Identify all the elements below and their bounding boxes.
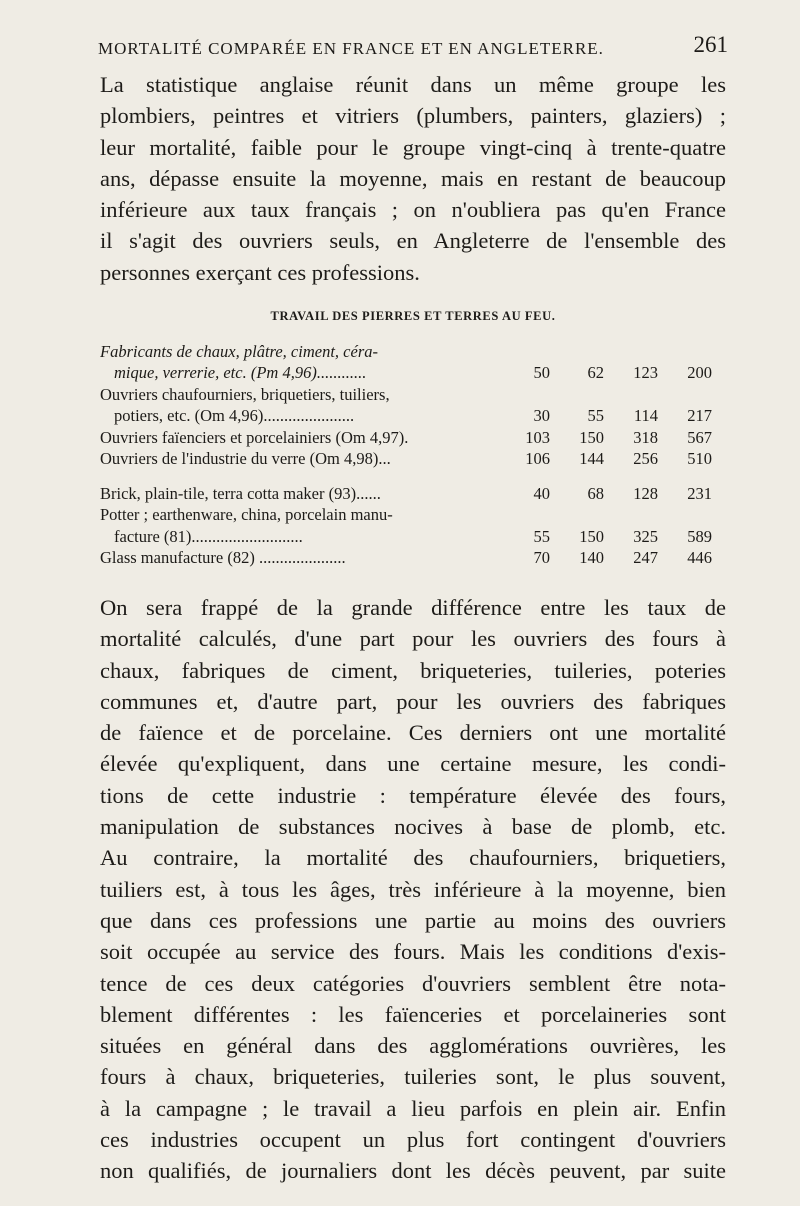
- row-label: Ouvriers chaufourniers, briquetiers, tuiliers,: [100, 384, 390, 404]
- text-line: tence de ces deux catégories d'ouvriers semblent être nota-: [100, 970, 726, 996]
- row-value: 247: [633, 548, 658, 567]
- row-value: 150: [579, 526, 604, 546]
- row-value: 325: [633, 526, 658, 546]
- text-line: élevée qu'expliquent, dans une certaine mesure, les condi-: [100, 751, 726, 777]
- row-value: 114: [633, 406, 658, 425]
- text-line: leur mortalité, faible pour le groupe vingt-cinq à trente-quatre: [100, 134, 726, 160]
- row-value: 200: [687, 363, 712, 382]
- row-value: [604, 383, 658, 405]
- row-value: [511, 504, 550, 526]
- row-label: Brick, plain-tile, terra cotta maker (93)......: [100, 483, 381, 503]
- text-line: ans, dépasse ensuite la moyenne, mais en restant de beaucoup: [100, 165, 726, 191]
- row-label: facture (81)...........................: [114, 526, 303, 546]
- row-label: Fabricants de chaux, plâtre, ciment, céra-: [100, 341, 378, 361]
- row-value: [658, 504, 712, 526]
- row-value: 140: [579, 548, 604, 567]
- text-line: manipulation de substances nocives à base de plomb, etc.: [100, 814, 726, 840]
- row-label: Glass manufacture (82) .....................: [100, 548, 346, 567]
- row-label: Ouvriers faïenciers et porcelainiers (Om 4,97).: [100, 427, 409, 447]
- row-value: 318: [633, 427, 658, 447]
- row-value: [550, 340, 604, 362]
- row-value: 103: [525, 427, 550, 447]
- text-line: il s'agit des ouvriers seuls, en Angleterre de l'ensemble des: [100, 228, 726, 254]
- text-line: blement différentes : les faïenceries et porcelaineries sont: [100, 1001, 726, 1027]
- table-row: [100, 525, 712, 547]
- row-value: [658, 383, 712, 405]
- row-value: 55: [533, 526, 550, 546]
- row-value: 510: [687, 449, 712, 468]
- paragraph-plombiers: [100, 69, 726, 288]
- text-line: ces industries occupent un plus fort contingent d'ouvriers: [100, 1127, 726, 1153]
- text-line: soit occupée au service des fours. Mais les conditions d'exis-: [100, 939, 726, 965]
- row-value: 40: [533, 483, 550, 503]
- row-value: [511, 340, 550, 362]
- row-value: [604, 340, 658, 362]
- row-value: 50: [533, 363, 550, 382]
- row-label: Potter ; earthenware, china, porcelain manu-: [100, 505, 393, 524]
- table-separator: [100, 469, 712, 482]
- text-line: tions de cette industrie : température élevée des fours,: [100, 782, 726, 808]
- text-line: communes et, d'autre part, pour les ouvriers des fabriques: [100, 688, 726, 714]
- row-value: 106: [525, 449, 550, 468]
- text-line: On sera frappé de la grande différence entre les taux de: [100, 595, 726, 620]
- row-value: 446: [687, 548, 712, 567]
- text-line: situées en général dans des agglomérations ouvrières, les: [100, 1033, 726, 1059]
- text-line: de faïence et de porcelaine. Ces derniers ont une mortalité: [100, 720, 726, 746]
- table-row: [100, 340, 712, 362]
- row-value: 30: [533, 406, 550, 425]
- text-line: La statistique anglaise réunit dans un même groupe les: [100, 72, 726, 97]
- separator-cell: [100, 469, 712, 482]
- table-row: [100, 482, 712, 504]
- row-value: 150: [579, 427, 604, 447]
- row-value: [550, 383, 604, 405]
- row-value: 123: [633, 363, 658, 382]
- running-header: [98, 32, 728, 60]
- row-value: 144: [579, 449, 604, 468]
- text-line: à la campagne ; le travail a lieu parfois en plein air. Enfin: [100, 1095, 726, 1121]
- table-row: [100, 405, 712, 427]
- row-value: 231: [687, 483, 712, 503]
- text-line: non qualifiés, de journaliers dont les décès peuvent, par suite: [100, 1158, 726, 1184]
- row-value: 70: [533, 548, 550, 567]
- row-label: Ouvriers de l'industrie du verre (Om 4,98)...: [100, 449, 391, 468]
- text-line: personnes exerçant ces professions.: [100, 259, 420, 285]
- table-row: [100, 504, 712, 526]
- row-value: [658, 340, 712, 362]
- row-value: 256: [633, 449, 658, 468]
- row-value: [604, 504, 658, 526]
- text-line: plombiers, peintres et vitriers (plumbers, painters, glaziers) ;: [100, 103, 726, 129]
- paragraph-difference: [100, 592, 726, 1187]
- text-line: mortalité calculés, d'une part pour les ouvriers des fours à: [100, 626, 726, 652]
- running-title: MORTALITÉ COMPARÉE EN FRANCE ET EN ANGLETERRE.: [98, 39, 604, 58]
- table-title: TRAVAIL DES PIERRES ET TERRES AU FEU.: [270, 309, 556, 323]
- table-row: [100, 362, 712, 384]
- row-label: mique, verrerie, etc. (Pm 4,96)............: [114, 363, 367, 382]
- row-label: potiers, etc. (Om 4,96)......................: [114, 406, 355, 425]
- table-row: [100, 448, 712, 470]
- page-number: 261: [693, 32, 728, 57]
- row-value: 589: [687, 526, 712, 546]
- text-line: tuiliers est, à tous les âges, très inférieure à la moyenne, bien: [100, 876, 726, 902]
- row-value: 68: [587, 483, 604, 503]
- text-line: que dans ces professions une partie au moins des ouvriers: [100, 907, 726, 933]
- text-line: fours à chaux, briqueteries, tuileries sont, le plus souvent,: [100, 1064, 726, 1090]
- row-value: 62: [587, 363, 604, 382]
- text-line: Au contraire, la mortalité des chaufourniers, briquetiers,: [100, 845, 726, 871]
- mortality-table: [100, 340, 712, 568]
- row-value: 55: [587, 406, 604, 425]
- table-row: [100, 547, 712, 569]
- row-value: 567: [687, 427, 712, 447]
- table-row: [100, 383, 712, 405]
- row-value: 217: [687, 406, 712, 425]
- row-value: [550, 504, 604, 526]
- row-value: 128: [633, 483, 658, 503]
- table-row: [100, 426, 712, 448]
- text-line: chaux, fabriques de ciment, briqueteries, tuileries, poteries: [100, 657, 726, 683]
- row-value: [511, 383, 550, 405]
- text-line: inférieure aux taux français ; on n'oubliera pas qu'en France: [100, 197, 726, 223]
